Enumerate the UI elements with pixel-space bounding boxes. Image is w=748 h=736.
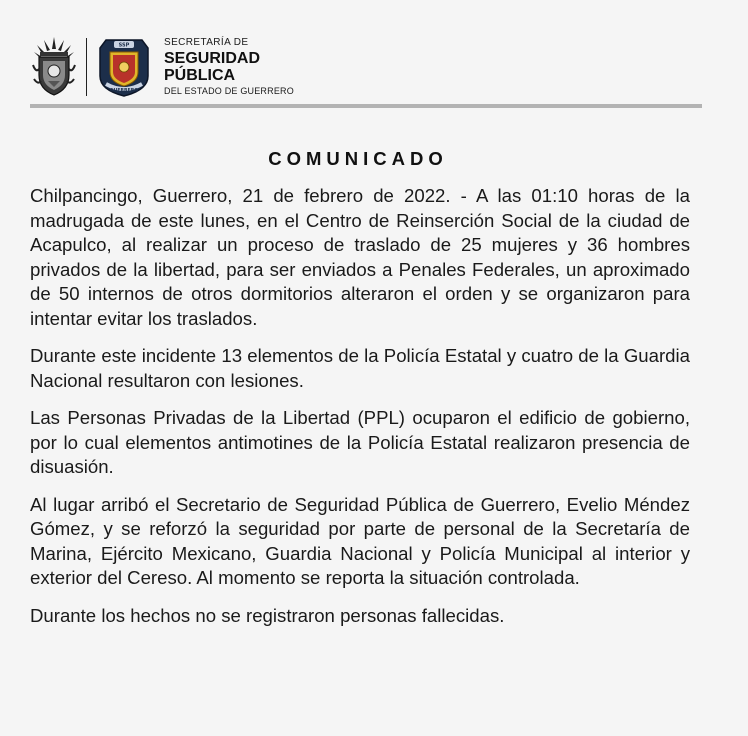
document-title: COMUNICADO	[268, 148, 448, 169]
paragraph: Las Personas Privadas de la Libertad (PPL) ocuparon el edificio de gobierno, por lo cual elementos antimotines de la Policía Estatal realizaron presencia de disuasión.	[30, 407, 690, 477]
org-line-4: DEL ESTADO DE GUERRERO	[164, 86, 294, 96]
header-rule	[30, 104, 702, 108]
letterhead	[30, 34, 294, 100]
org-line-1: SECRETARÍA DE	[164, 37, 249, 48]
org-line-2: SEGURIDAD	[164, 50, 261, 67]
guerrero-state-seal-icon	[30, 35, 78, 99]
header-divider	[86, 38, 87, 96]
organization-name	[164, 38, 294, 96]
badge-bottom-text: GUERRERO	[109, 88, 139, 94]
badge-top-text: SSP	[118, 42, 130, 49]
document-body	[30, 184, 690, 628]
org-line-3: PÚBLICA	[164, 67, 236, 84]
paragraph: Durante los hechos no se registraron personas fallecidas.	[30, 604, 505, 626]
paragraph: Al lugar arribó el Secretario de Seguridad Pública de Guerrero, Evelio Méndez Gómez, y se reforzó la seguridad por parte de personal de la Secretaría de Marina, Ejército Mexicano, Guardia Nacional y Policía Municipal al interior y exterior del Cereso. Al momento se reporta la situación controlada.	[30, 493, 690, 588]
ssp-guerrero-badge-icon	[96, 36, 152, 98]
paragraph: Chilpancingo, Guerrero, 21 de febrero de 2022. - A las 01:10 horas de la madrugada de este lunes, en el Centro de Reinserción Social de la ciudad de Acapulco, al realizar un proceso de traslado de 25 mujeres y 36 hombres privados de la libertad, para ser enviados a Penales Federales, un aproximado de 50 internos de otros dormitorios alteraron el orden y se organizaron para intentar evitar los traslados.	[30, 185, 690, 329]
paragraph: Durante este incidente 13 elementos de la Policía Estatal y cuatro de la Guardia Nacional resultaron con lesiones.	[30, 345, 690, 391]
